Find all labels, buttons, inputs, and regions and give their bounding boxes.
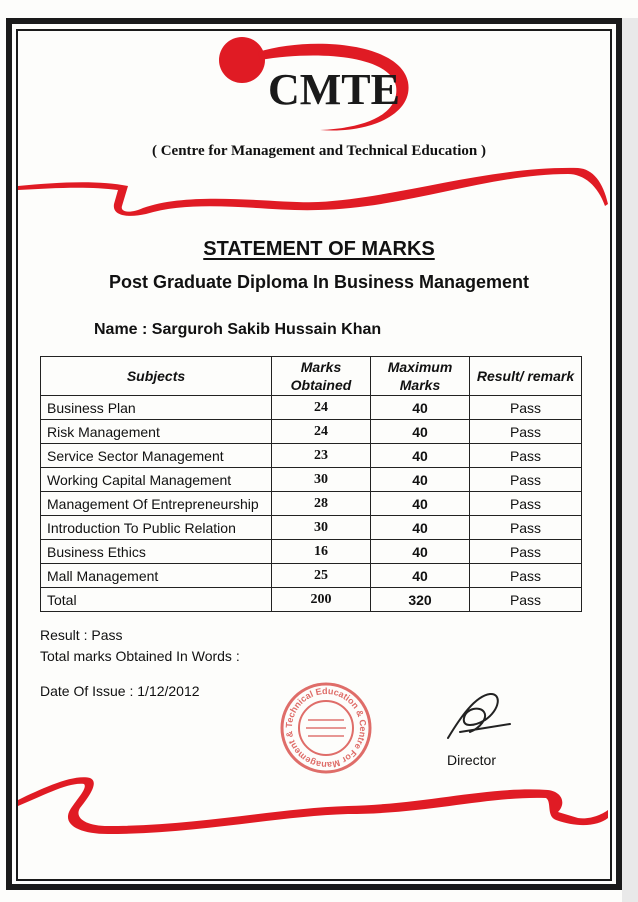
- maximum-cell: 40: [371, 420, 470, 444]
- marks-table: [40, 356, 582, 612]
- obtained-cell: 24: [272, 420, 371, 444]
- obtained-cell: 25: [272, 564, 371, 588]
- table-row: [41, 540, 582, 564]
- subject-cell: Business Plan: [41, 396, 272, 420]
- maximum-cell: 40: [371, 444, 470, 468]
- header-maximum-marks: [371, 357, 470, 396]
- total-label-cell: Total: [41, 588, 272, 612]
- result-cell: Pass: [470, 468, 582, 492]
- table-row: [41, 564, 582, 588]
- cmte-logo-icon: [200, 34, 430, 139]
- subject-cell: Risk Management: [41, 420, 272, 444]
- maximum-cell: 40: [371, 540, 470, 564]
- table-row: [41, 468, 582, 492]
- subject-cell: Mall Management: [41, 564, 272, 588]
- program-name: Post Graduate Diploma In Business Management: [108, 272, 530, 292]
- result-cell: Pass: [470, 564, 582, 588]
- stamp-ring-text: Technical Education & Centre For Management &: [283, 685, 369, 771]
- document-title: STATEMENT OF MARKS: [203, 238, 435, 260]
- decorative-swoosh-bottom: [18, 770, 608, 836]
- table-row: [41, 420, 582, 444]
- student-name: Name : Sarguroh Sakib Hussain Khan: [94, 321, 382, 338]
- table-row: [41, 492, 582, 516]
- total-in-words: Total marks Obtained In Words :: [40, 648, 240, 664]
- total-result-cell: Pass: [470, 588, 582, 612]
- obtained-cell: 16: [272, 540, 371, 564]
- result-cell: Pass: [470, 396, 582, 420]
- header-subjects: Subjects: [41, 357, 272, 396]
- obtained-cell: 24: [272, 396, 371, 420]
- subject-cell: Introduction To Public Relation: [41, 516, 272, 540]
- maximum-cell: 40: [371, 396, 470, 420]
- maximum-cell: 40: [371, 492, 470, 516]
- header-result: Result/ remark: [470, 357, 582, 396]
- round-seal-stamp-icon: [278, 680, 374, 776]
- result-cell: Pass: [470, 444, 582, 468]
- total-maximum-cell: 320: [371, 588, 470, 612]
- header-maximum-line2: Marks: [399, 377, 441, 393]
- header-marks-obtained-line1: Marks: [300, 359, 342, 375]
- subject-cell: Service Sector Management: [41, 444, 272, 468]
- table-header-row: [41, 357, 582, 396]
- logo-text: CMTE: [268, 65, 400, 114]
- date-of-issue: Date Of Issue : 1/12/2012: [40, 683, 200, 699]
- subject-cell: Management Of Entrepreneurship: [41, 492, 272, 516]
- table-total-row: [41, 588, 582, 612]
- logo-red-dot: [219, 37, 265, 83]
- table-row: [41, 396, 582, 420]
- result-cell: Pass: [470, 492, 582, 516]
- header-maximum-line1: Maximum: [387, 359, 453, 375]
- obtained-cell: 30: [272, 468, 371, 492]
- table-row: [41, 516, 582, 540]
- subject-cell: Working Capital Management: [41, 468, 272, 492]
- obtained-cell: 23: [272, 444, 371, 468]
- obtained-cell: 28: [272, 492, 371, 516]
- result-cell: Pass: [470, 516, 582, 540]
- maximum-cell: 40: [371, 516, 470, 540]
- header-marks-obtained-line2: Obtained: [290, 377, 352, 393]
- maximum-cell: 40: [371, 564, 470, 588]
- result-cell: Pass: [470, 540, 582, 564]
- total-obtained-cell: 200: [272, 588, 371, 612]
- overall-result: Result : Pass: [40, 627, 123, 643]
- header-marks-obtained: [272, 357, 371, 396]
- obtained-cell: 30: [272, 516, 371, 540]
- director-signature-icon: [440, 688, 520, 744]
- result-cell: Pass: [470, 420, 582, 444]
- organization-name: ( Centre for Management and Technical Education ): [151, 143, 487, 159]
- table-row: [41, 444, 582, 468]
- subject-cell: Business Ethics: [41, 540, 272, 564]
- maximum-cell: 40: [371, 468, 470, 492]
- decorative-swoosh-top: [18, 162, 608, 218]
- director-label: Director: [447, 752, 497, 768]
